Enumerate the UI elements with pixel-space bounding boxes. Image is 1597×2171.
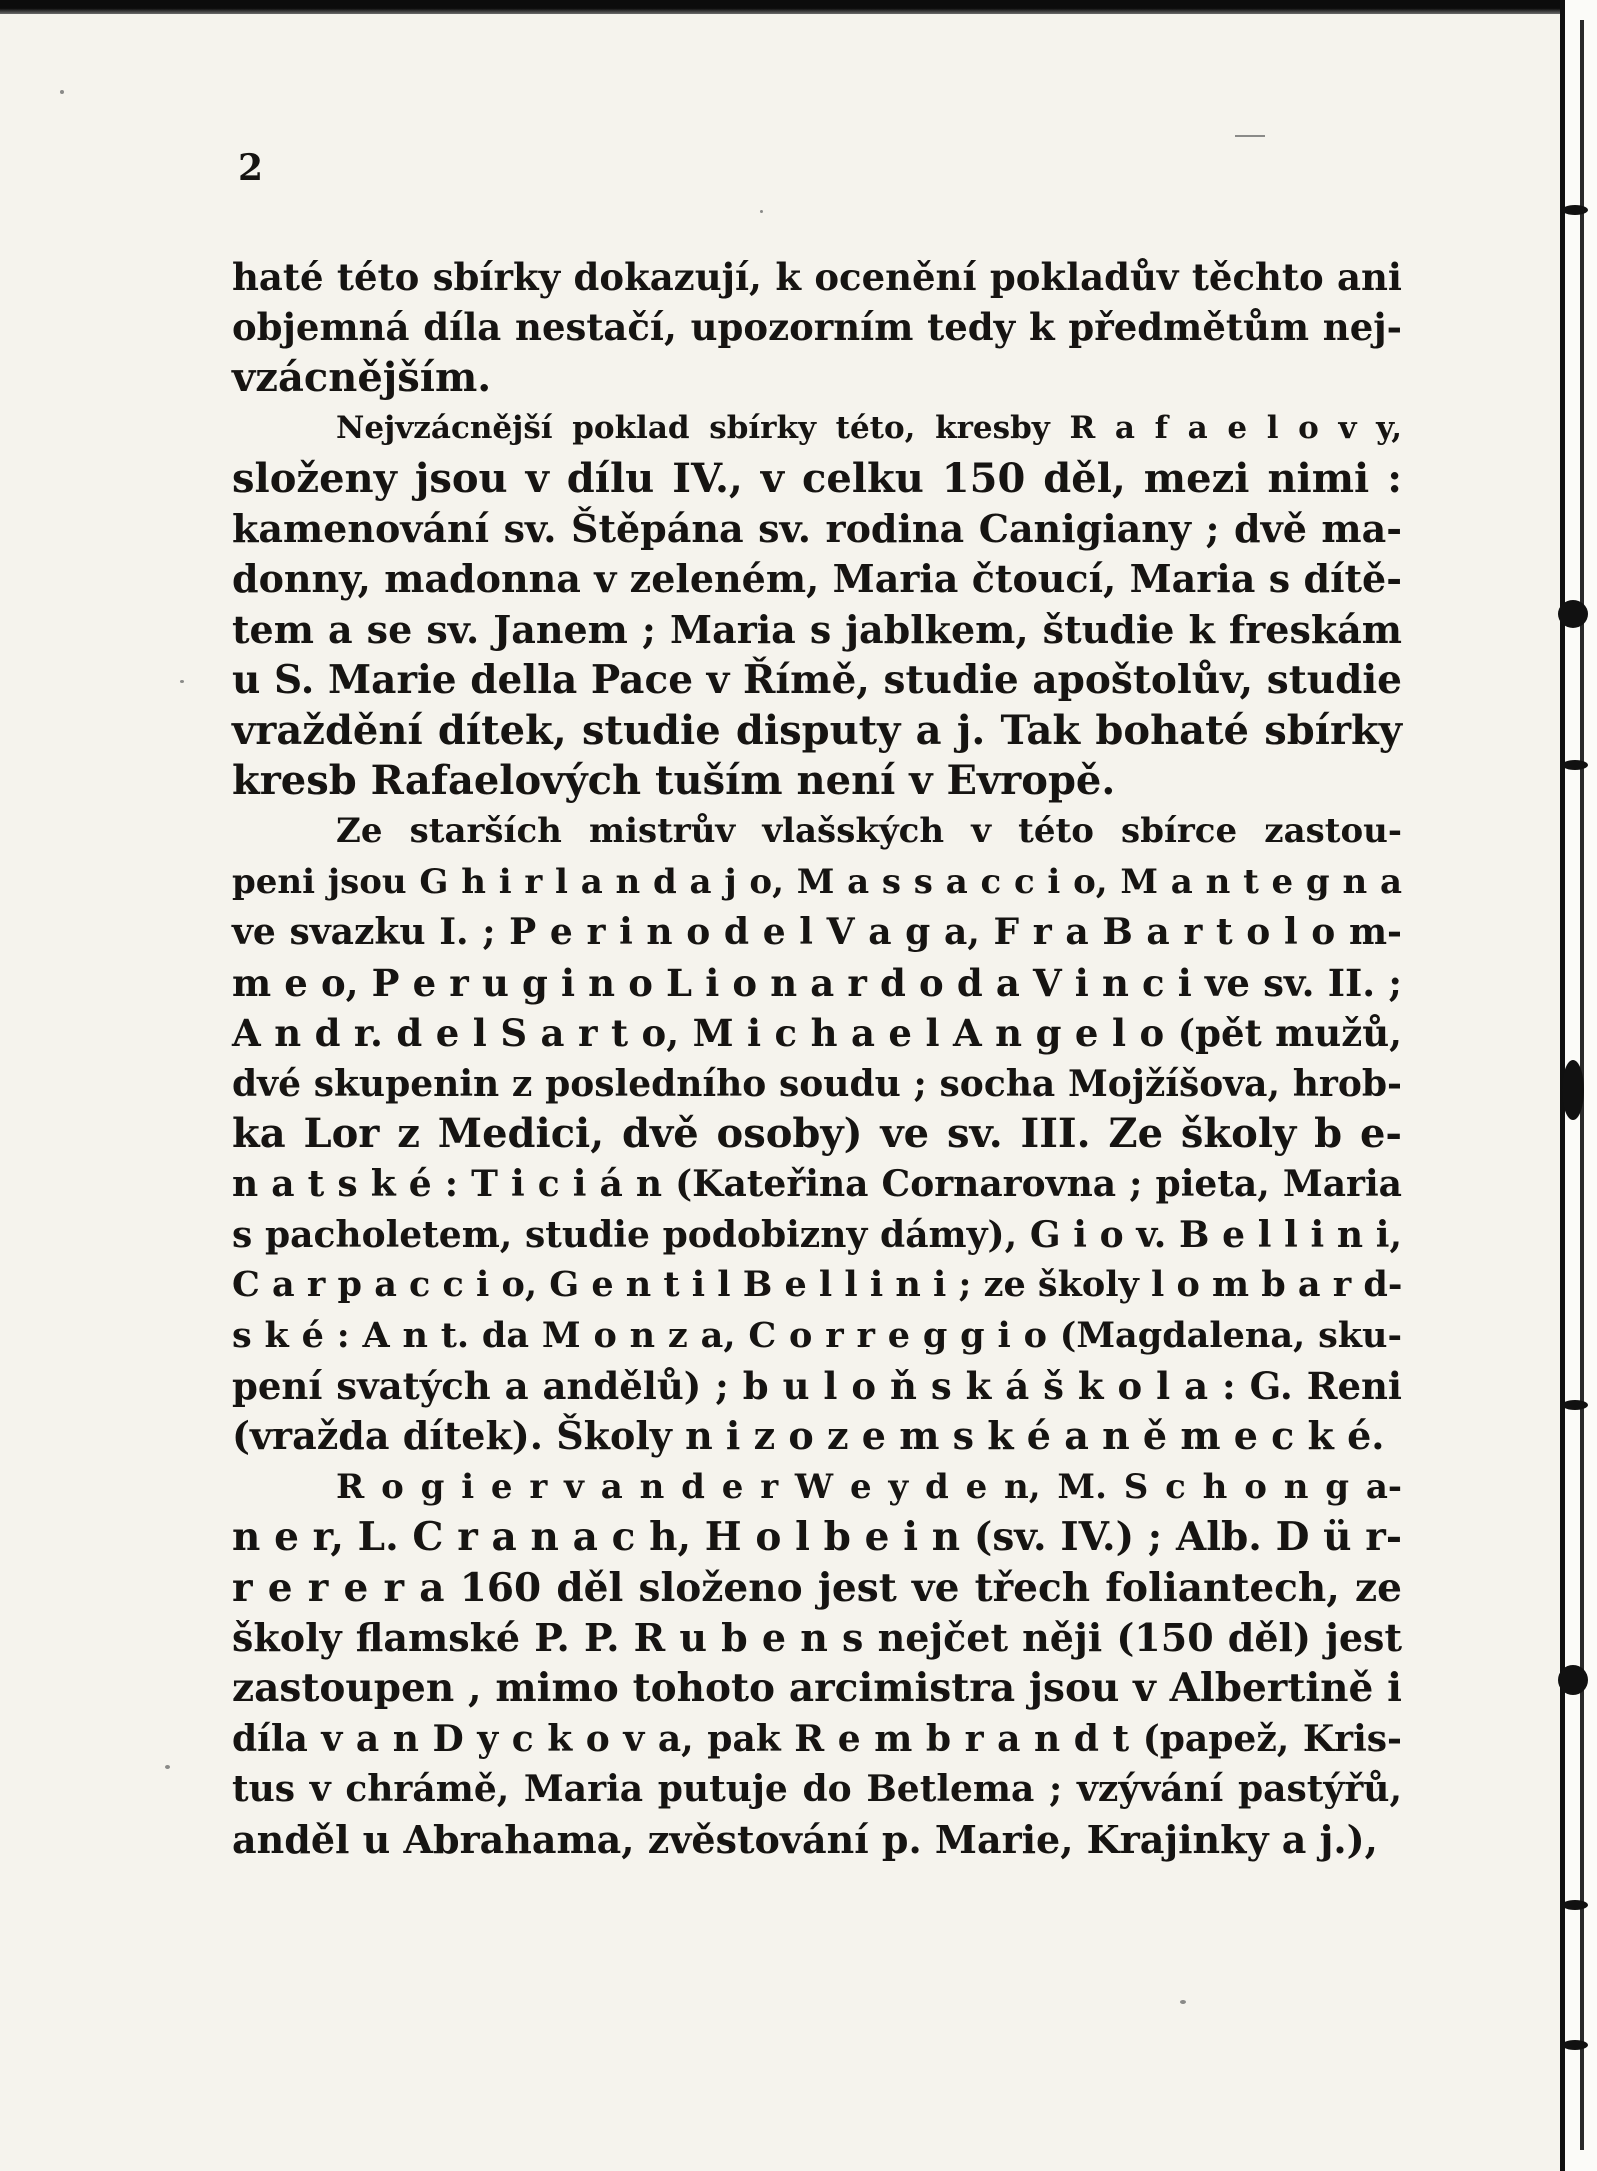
text-line: vzácnějším. [232, 353, 492, 401]
edge-ornament [1558, 600, 1588, 628]
text-line: dvé skupenin z posledního soudu ; socha Mojžíšova, hrob- [232, 1062, 1402, 1105]
text-line: kresb Rafaelových tuším není v Evropě. [232, 757, 1116, 805]
scan-speck [760, 210, 763, 213]
text-line: objemná díla nestačí, upozorním tedy k předmětům nej- [232, 305, 1402, 350]
text-line: r e r e r a 160 děl složeno jest ve třech foliantech, ze [232, 1564, 1402, 1611]
text-line: Nejvzácnější poklad sbírky této, kresby R a f a e l o v y, [336, 410, 1402, 447]
text-line: anděl u Abrahama, zvěstování p. Marie, Krajinky a j.), [232, 1816, 1378, 1862]
text-line: vraždění dítek, studie disputy a j. Tak bohaté sbírky [232, 706, 1402, 754]
scan-speck [180, 680, 184, 683]
page-number: 2 [238, 147, 264, 189]
text-line: C a r p a c c i o, G e n t i l B e l l i n i ; ze školy l o m b a r d- [232, 1264, 1403, 1306]
text-line: A n d r. d e l S a r t o, M i c h a e l A n g e l o (pět mužů, [232, 1011, 1402, 1056]
text-line: zastoupen , mimo tohoto arcimistra jsou v Albertině i [232, 1665, 1402, 1712]
body-text [232, 252, 1402, 1865]
text-line: n a t s k é : T i c i á n (Kateřina Cornarovna ; pieta, Maria [232, 1163, 1402, 1206]
text-line: ka Lor z Medici, dvě osoby) ve sv. III. Ze školy b e- [232, 1109, 1402, 1157]
text-line: haté této sbírky dokazují, k ocenění pokladův těchto ani [232, 255, 1402, 299]
text-line: složeny jsou v dílu IV., v celku 150 děl, mezi nimi : [232, 454, 1402, 502]
edge-ornament [1558, 1665, 1588, 1695]
text-line: tus v chrámě, Maria putuje do Betlema ; vzývání pastýřů, [232, 1768, 1402, 1811]
text-line: s k é : A n t. da M o n z a, C o r r e g g i o (Magdalena, sku- [232, 1314, 1402, 1356]
text-line: (vražda dítek). Školy n i z o z e m s k é a n ě m e c k é. [232, 1413, 1385, 1459]
text-line: s pacholetem, studie podobizny dámy), G i o v. B e l l i n i, [232, 1213, 1402, 1256]
text-line: R o g i e r v a n d e r W e y d e n, M. S c h o n g a- [336, 1466, 1402, 1507]
edge-ornament [1562, 1900, 1588, 1910]
scan-speck [1180, 2000, 1186, 2004]
text-line: pení svatých a andělů) ; b u l o ň s k á š k o l a : G. Reni [232, 1363, 1402, 1408]
edge-ornament [1562, 760, 1588, 770]
scan-speck [165, 1765, 170, 1769]
text-line: Ze starších mistrův vlašských v této sbírce zastou- [336, 811, 1402, 852]
text-line: školy flamské P. P. R u b e n s nejčet něji (150 děl) jest [232, 1614, 1402, 1660]
edge-ornament [1562, 1060, 1584, 1120]
text-line: tem a se sv. Janem ; Maria s jablkem, študie k freskám [232, 606, 1402, 652]
scan-speck [1235, 135, 1265, 137]
text-line: donny, madonna v zeleném, Maria čtoucí, Maria s dítě- [232, 556, 1402, 602]
edge-ornament [1562, 1400, 1588, 1410]
edge-ornament [1562, 2040, 1588, 2050]
text-line: m e o, P e r u g i n o L i o n a r d o d a V i n c i ve sv. II. ; [232, 960, 1402, 1005]
text-line: ve svazku I. ; P e r i n o d e l V a g a, F r a B a r t o l o m- [232, 911, 1402, 954]
text-line: kamenování sv. Štěpána sv. rodina Canigiany ; dvě ma- [232, 506, 1402, 552]
scan-top-border [0, 0, 1597, 14]
text-line: n e r, L. C r a n a c h, H o l b e i n (sv. IV.) ; Alb. D ü r- [232, 1514, 1402, 1561]
text-line: díla v a n D y c k o v a, pak R e m b r a n d t (papež, Kris- [232, 1717, 1402, 1760]
text-line: u S. Marie della Pace v Římě, studie apoštolův, studie [232, 657, 1402, 704]
edge-ornament [1562, 205, 1588, 215]
text-line: peni jsou G h i r l a n d a j o, M a s s a c c i o, M a n t e g n a [232, 861, 1402, 902]
scan-speck [60, 90, 64, 94]
